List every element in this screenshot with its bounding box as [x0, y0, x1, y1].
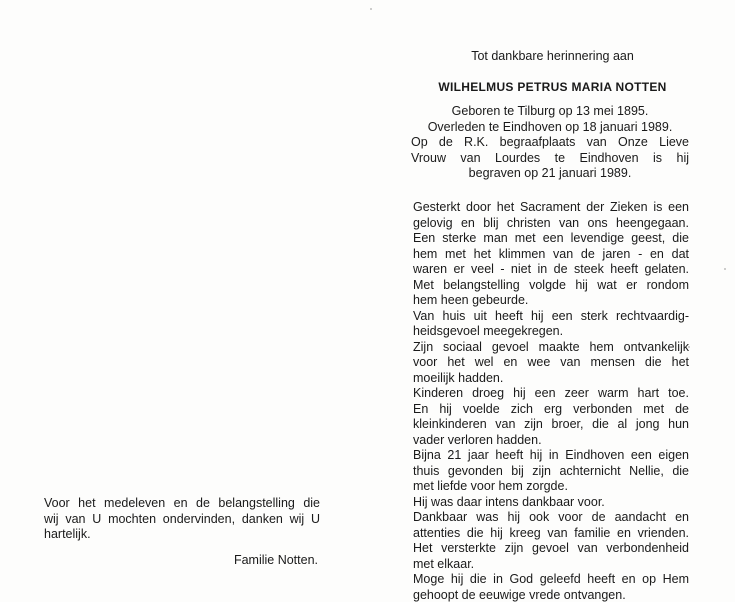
thanks-line: Voor het medeleven en de belangstelling die [44, 496, 320, 510]
bio-line: kleinkinderen van zijn broer, die al jong hun [413, 417, 689, 431]
burial-line: Vrouw van Lourdes te Eindhoven is hij [411, 150, 689, 165]
bio-line: Een sterke man met een levendige geest, die [413, 231, 689, 245]
life-dates [411, 104, 689, 182]
thanks-line: hartelijk. [44, 527, 91, 541]
bio-line: attenties die hij kreeg van familie en vrienden. [413, 525, 689, 540]
bio-line: waren er veel - niet in de steek heeft gelaten. [413, 262, 689, 276]
bio-line: Met belangstelling volgde hij wat er rondom [413, 277, 689, 292]
burial-line: Op de R.K. begraafplaats van Onze Lieve [411, 135, 689, 149]
bio-line: Moge hij die in God geleefd heeft en op Hem [413, 572, 689, 586]
bio-line: Gesterkt door het Sacrament der Zieken is een [413, 200, 689, 214]
bio-line: Kinderen droeg hij een zeer warm hart toe. [413, 386, 689, 400]
card-header [400, 48, 705, 95]
biography [413, 200, 689, 602]
thanks-note [44, 496, 320, 543]
death-line: Overleden te Eindhoven op 18 januari 1989. [427, 119, 673, 134]
intro-text: Tot dankbare herinnering aan [471, 49, 634, 63]
bio-line: voor het wel en wee van mensen die het [413, 355, 689, 369]
bio-line: gehoopt de eeuwige vrede ontvangen. [413, 587, 626, 602]
bio-line: met elkaar. [413, 556, 475, 571]
bio-line: Het versterkte zijn gevoel van verbondenheid [413, 541, 689, 555]
bio-line: moeilijk hadden. [413, 370, 504, 385]
thanks-line: wij van U mochten ondervinden, danken wij U [44, 511, 320, 526]
bio-line: hem met het klimmen van de jaren - en dat [413, 246, 689, 261]
birth-line: Geboren te Tilburg op 13 mei 1895. [451, 104, 649, 118]
bio-line: Hij was daar intens dankbaar voor. [413, 494, 605, 509]
bio-line: En hij voelde zich erg verbonden met de [413, 401, 689, 416]
family-signature: Familie Notten. [233, 553, 318, 567]
bio-line: Dankbaar was hij ook voor de aandacht en [413, 510, 689, 524]
bio-line: Van huis uit heeft hij een sterk rechtvaardig- [413, 308, 689, 323]
bio-line: Bijna 21 jaar heeft hij in Eindhoven een eigen [413, 448, 689, 462]
bio-line: vader verloren hadden. [413, 432, 542, 447]
card-fold [367, 0, 368, 602]
bio-line: gelovig en blij christen van ons heengegaan. [413, 215, 689, 230]
bio-line: thuis gevonden bij zijn achternicht Nellie, die [413, 463, 689, 478]
burial-date-line: begraven op 21 januari 1989. [468, 166, 632, 180]
bio-line: hem heen gebeurde. [413, 293, 529, 307]
deceased-name: WILHELMUS PETRUS MARIA NOTTEN [438, 80, 667, 94]
print-speck [724, 268, 726, 270]
bio-line: met liefde voor hem zorgde. [413, 479, 568, 493]
print-speck [370, 8, 372, 10]
bio-line: heidsgevoel meegekregen. [413, 324, 564, 338]
bio-line: Zijn sociaal gevoel maakte hem ontvankelijk [413, 339, 689, 354]
